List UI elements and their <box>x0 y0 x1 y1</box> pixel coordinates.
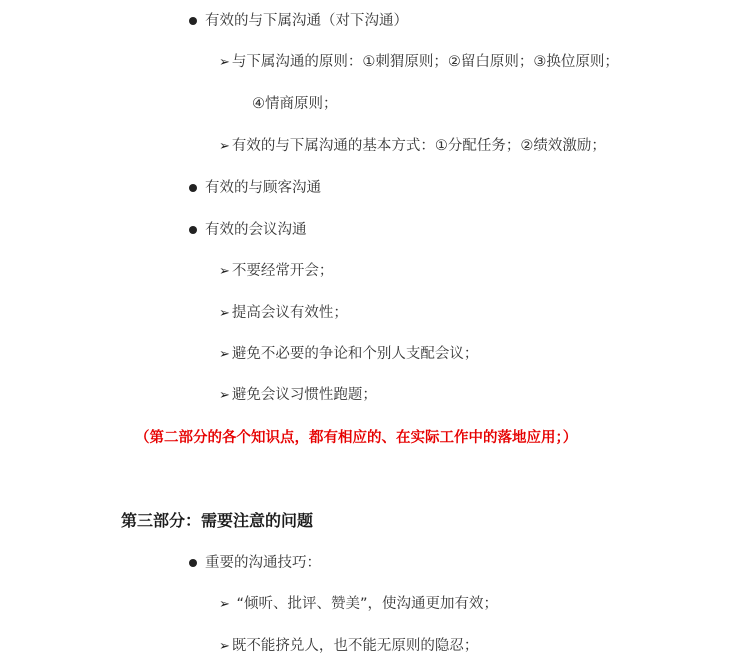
sub-item-text: 与下属沟通的原则：①刺猬原则；②留白原则；③换位原则； <box>231 54 619 70</box>
bullet-dot-icon <box>189 184 197 192</box>
sub-item-meeting-3 <box>219 344 478 365</box>
bullet-item-communication-skills <box>205 553 321 573</box>
bullet-item-meeting-communication <box>205 220 307 240</box>
sub-item-text: 提高会议有效性； <box>231 305 348 321</box>
sub-item-text: “倾听、批评、赞美”，使沟通更加有效； <box>231 596 499 612</box>
heading-text: 第三部分：需要注意的问题 <box>121 511 314 530</box>
sub-item-meeting-4 <box>219 385 377 406</box>
sub-item-text: 既不能挤兑人，也不能无原则的隐忍； <box>231 638 479 654</box>
arrow-bullet-icon: ➢ <box>219 264 230 279</box>
bullet-dot-icon <box>189 17 197 25</box>
sub-item-text: 避免不必要的争论和个别人支配会议； <box>231 346 479 362</box>
sub-item-skills-2 <box>219 636 478 657</box>
sub-item-text: 避免会议习惯性跑题； <box>231 387 377 403</box>
sub-item-principles <box>219 52 619 73</box>
bullet-text: 有效的会议沟通 <box>205 222 307 238</box>
arrow-bullet-icon: ➢ <box>219 388 230 403</box>
section-heading-part-three <box>121 511 313 531</box>
bullet-text: 有效的与下属沟通（对下沟通） <box>205 13 408 29</box>
sub-item-principles-continued <box>252 94 338 114</box>
sub-item-basic-methods <box>219 136 606 157</box>
bullet-dot-icon <box>189 226 197 234</box>
arrow-bullet-icon: ➢ <box>219 597 230 612</box>
red-note <box>135 428 577 448</box>
arrow-bullet-icon: ➢ <box>219 55 230 70</box>
arrow-bullet-icon: ➢ <box>219 306 230 321</box>
sub-item-text: 有效的与下属沟通的基本方式：①分配任务；②绩效激励； <box>231 138 606 154</box>
bullet-text: 有效的与顾客沟通 <box>205 180 321 196</box>
sub-item-skills-1 <box>219 594 498 615</box>
sub-item-meeting-2 <box>219 303 348 324</box>
bullet-item-subordinate-communication <box>205 11 408 31</box>
bullet-text: 重要的沟通技巧： <box>205 555 321 571</box>
note-text: （第二部分的各个知识点，都有相应的、在实际工作中的落地应用；） <box>135 430 578 446</box>
arrow-bullet-icon: ➢ <box>219 139 230 154</box>
sub-item-text: 不要经常开会； <box>231 263 334 279</box>
bullet-item-customer-communication <box>205 178 321 198</box>
arrow-bullet-icon: ➢ <box>219 347 230 362</box>
arrow-bullet-icon: ➢ <box>219 639 230 654</box>
sub-item-text: ④情商原则； <box>252 96 338 112</box>
bullet-dot-icon <box>189 559 197 567</box>
sub-item-meeting-1 <box>219 261 333 282</box>
